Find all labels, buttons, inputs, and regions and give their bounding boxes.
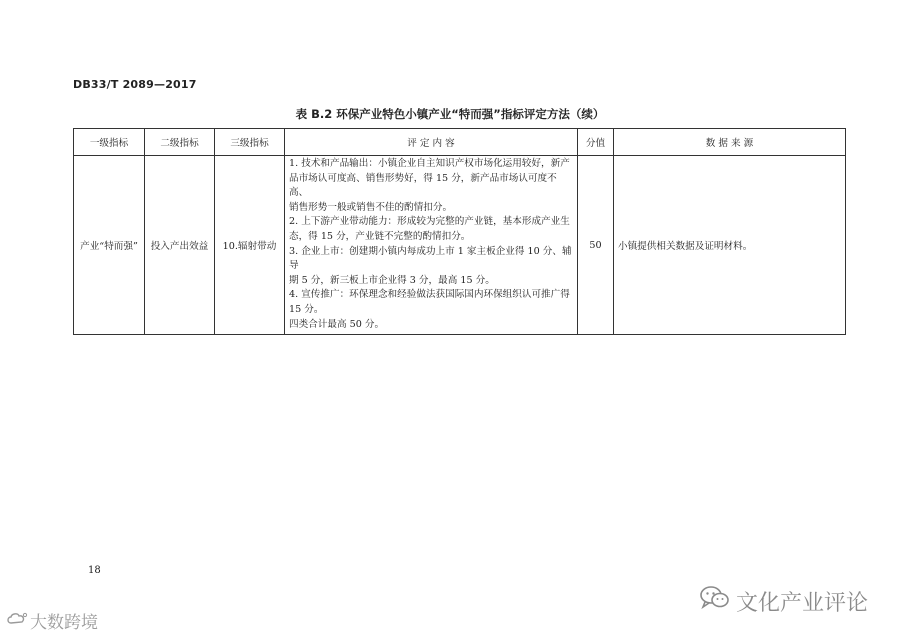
evaluation-table xyxy=(73,128,846,335)
content-line: 1. 技术和产品输出：小镇企业自主知识产权市场化运用较好，新产 xyxy=(289,158,570,169)
header-content: 评 定 内 容 xyxy=(285,129,578,156)
content-line: 态，得 15 分，产业链不完整的酌情扣分。 xyxy=(289,230,471,242)
table-title: 表 B.2 环保产业特色小镇产业“特而强”指标评定方法（续） xyxy=(295,107,605,121)
table-row xyxy=(74,156,846,335)
header-source: 数 据 来 源 xyxy=(614,129,846,156)
watermark-left xyxy=(6,608,98,633)
cell-score: 50 xyxy=(578,156,614,335)
content-line: 4. 宣传推广：环保理念和经验做法获国际国内环保组织认可推广得 xyxy=(289,289,570,301)
content-line: 2. 上下游产业带动能力：形成较为完整的产业链，基本形成产业生 xyxy=(289,216,570,228)
cell-level2: 投入产出效益 xyxy=(145,156,215,335)
header-score: 分值 xyxy=(578,129,614,156)
page-number: 18 xyxy=(88,565,101,576)
watermark-right xyxy=(700,585,868,617)
header-level1: 一级指标 xyxy=(74,129,145,156)
content-line: 销售形势一般或销售不佳的酌情扣分。 xyxy=(289,201,453,213)
content-line: 品市场认可度高、销售形势好，得 15 分，新产品市场认可度不高、 xyxy=(289,172,557,199)
wechat-icon xyxy=(700,585,730,617)
header-level3: 三级指标 xyxy=(215,129,285,156)
table-header-row xyxy=(74,129,846,156)
watermark-right-text: 文化产业评论 xyxy=(736,590,869,616)
cell-level3: 10.辐射带动 xyxy=(215,156,285,335)
content-line: 3. 企业上市：创建期小镇内每成功上市 1 家主板企业得 10 分、辅导 xyxy=(289,245,572,272)
watermark-left-text: 大数跨境 xyxy=(30,613,98,633)
document-code: DB33/T 2089—2017 xyxy=(73,78,197,91)
cloud-bubble-icon xyxy=(6,611,28,630)
content-line: 15 分。 xyxy=(289,303,324,315)
cell-source: 小镇提供相关数据及证明材料。 xyxy=(614,156,846,335)
cell-content xyxy=(285,156,578,335)
cell-level1: 产业“特而强” xyxy=(74,156,145,335)
content-total: 四类合计最高 50 分。 xyxy=(289,318,385,330)
content-line: 期 5 分，新三板上市企业得 3 分，最高 15 分。 xyxy=(289,274,495,286)
header-level2: 二级指标 xyxy=(145,129,215,156)
